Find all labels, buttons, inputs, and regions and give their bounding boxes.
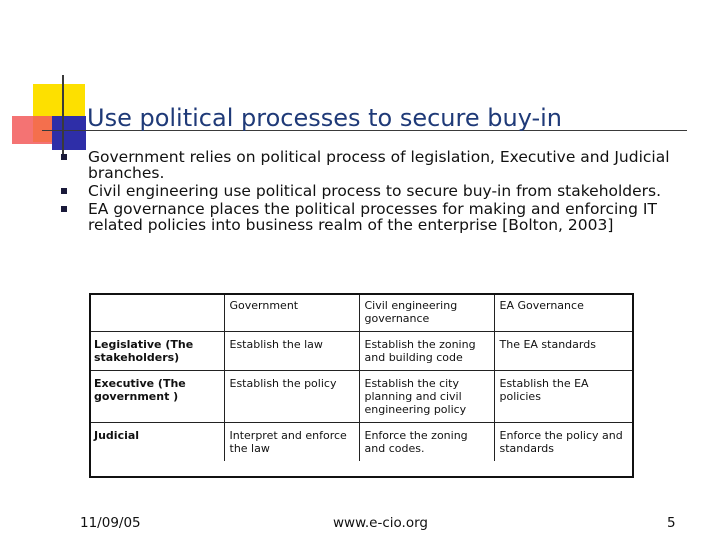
row-label-cell: Legislative (The stakeholders): [89, 332, 224, 371]
table-cell: Enforce the policy and standards: [494, 423, 634, 462]
bullet-square-icon: [61, 154, 67, 160]
row-label-cell: Executive (The government ): [89, 371, 224, 423]
table-header-cell: Government: [224, 293, 359, 332]
table-header-row: [89, 293, 634, 332]
bullet-item: [58, 183, 698, 199]
bullet-text: Government relies on political process of legislation, Executive and Judicial branches.: [88, 148, 670, 182]
bullet-square-icon: [61, 188, 67, 194]
table-row: [89, 423, 634, 462]
table-cell: Establish the city planning and civil engineering policy: [359, 371, 494, 423]
decorative-vertical-line: [62, 75, 64, 157]
table-header-cell: Civil engineering governance: [359, 293, 494, 332]
table-cell: Establish the zoning and building code: [359, 332, 494, 371]
table-cell: Establish the policy: [224, 371, 359, 423]
table-row: [89, 371, 634, 423]
row-label-cell: Judicial: [89, 423, 224, 462]
table-cell: Interpret and enforce the law: [224, 423, 359, 462]
table-cell: Enforce the zoning and codes.: [359, 423, 494, 462]
footer-url: www.e-cio.org: [333, 515, 428, 531]
decorative-blue-square: [52, 116, 86, 150]
table-row: [89, 332, 634, 371]
bullet-list: [58, 149, 698, 235]
slide-title: Use political processes to secure buy-in: [87, 104, 563, 132]
table-cell: Establish the law: [224, 332, 359, 371]
footer-date: 11/09/05: [80, 515, 141, 531]
table-header-cell: EA Governance: [494, 293, 634, 332]
bullet-text: Civil engineering use political process to secure buy-in from stakeholders.: [88, 182, 662, 200]
bullet-text: EA governance places the political processes for making and enforcing IT related policies into business realm of the enterprise [Bolton, 2003]: [88, 200, 657, 234]
footer-page-number: 5: [667, 515, 676, 531]
bullet-item: [58, 149, 698, 181]
table-cell: Establish the EA policies: [494, 371, 634, 423]
table-cell: The EA standards: [494, 332, 634, 371]
governance-comparison-table: [89, 293, 634, 461]
bullet-square-icon: [61, 206, 67, 212]
table-header-cell: [89, 293, 224, 332]
bullet-item: [58, 201, 698, 233]
